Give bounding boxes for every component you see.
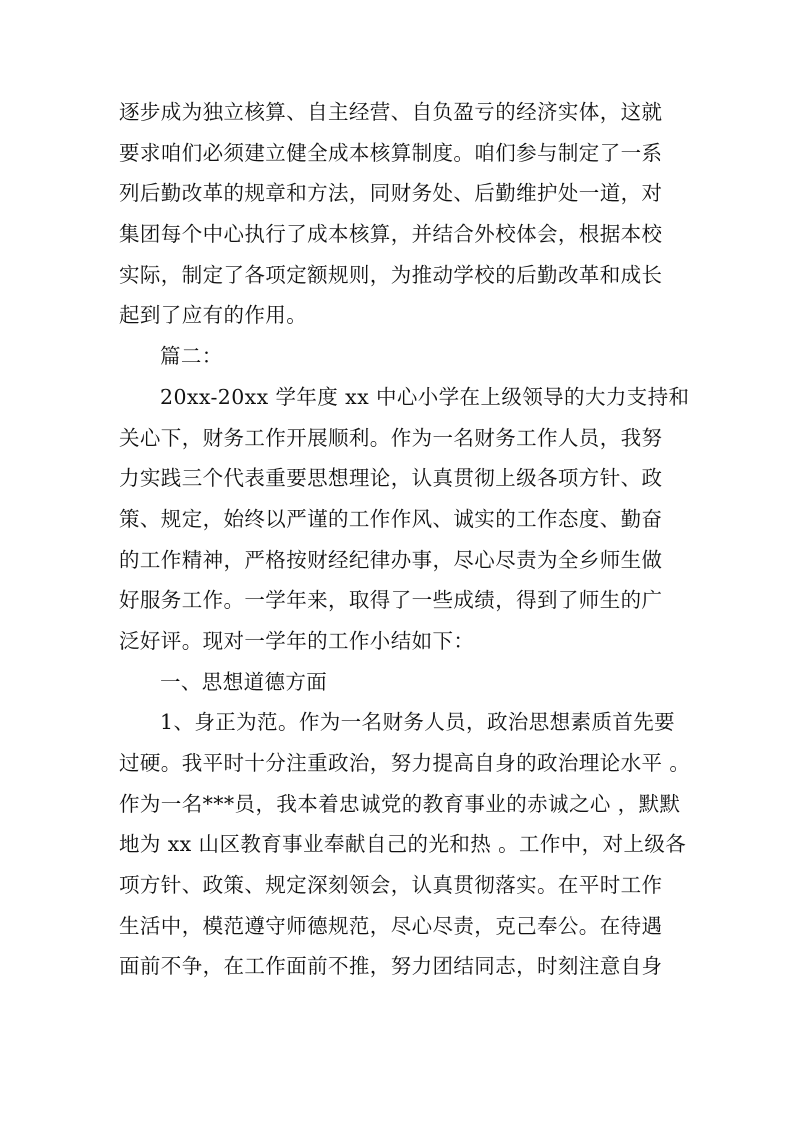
paragraph-line: 策、规定，始终以严谨的工作作风、诚实的工作态度、勤奋 — [119, 506, 663, 531]
paragraph-line: 作为一名***员，我本着忠诚党的教育事业的赤诚之心 ，默默 — [119, 791, 681, 816]
paragraph-line: 起到了应有的作用。 — [119, 303, 308, 328]
paragraph-line: 1、身正为范。作为一名财务人员，政治思想素质首先要 — [160, 710, 676, 735]
paragraph-line: 集团每个中心执行了成本核算，并结合外校体会，根据本校 — [119, 222, 663, 247]
paragraph-line: 好服务工作。一学年来，取得了一些成绩，得到了师生的广 — [119, 588, 663, 613]
paragraph-line: 关心下，财务工作开展顺利。作为一名财务工作人员，我努 — [119, 425, 663, 450]
document-body — [119, 92, 689, 987]
paragraph-line: 的工作精神，严格按财经纪律办事，尽心尽责为全乡师生做 — [119, 547, 663, 572]
paragraph-line: 地为 xx 山区教育事业奉献自己的光和热 。工作中，对上级各 — [119, 832, 687, 857]
paragraph-line: 泛好评。现对一学年的工作小结如下： — [119, 628, 475, 653]
paragraph-line: 面前不争，在工作面前不推，努力团结同志，时刻注意自身 — [119, 954, 663, 979]
paragraph-line: 要求咱们必须建立健全成本核算制度。咱们参与制定了一系 — [119, 140, 663, 165]
section-heading: 篇二： — [160, 344, 223, 369]
paragraph-line: 过硬。我平时十分注重政治，努力提高自身的政治理论水平 。 — [119, 751, 691, 775]
paragraph-line: 项方针、政策、规定深刻领会，认真贯彻落实。在平时工作 — [119, 873, 663, 898]
section-heading: 一、思想道德方面 — [160, 669, 328, 694]
paragraph-line: 生活中，模范遵守师德规范，尽心尽责，克己奉公。在待遇 — [119, 913, 663, 938]
paragraph-line: 力实践三个代表重要思想理论，认真贯彻上级各项方针、政 — [119, 466, 663, 491]
paragraph-line: 列后勤改革的规章和方法，同财务处、后勤维护处一道，对 — [119, 181, 663, 206]
paragraph-line: 逐步成为独立核算、自主经营、自负盈亏的经济实体，这就 — [119, 100, 663, 124]
paragraph-line: 实际，制定了各项定额规则，为推动学校的后勤改革和成长 — [119, 262, 663, 287]
paragraph-line: 20xx-20xx 学年度 xx 中心小学在上级领导的大力支持和 — [160, 384, 690, 409]
